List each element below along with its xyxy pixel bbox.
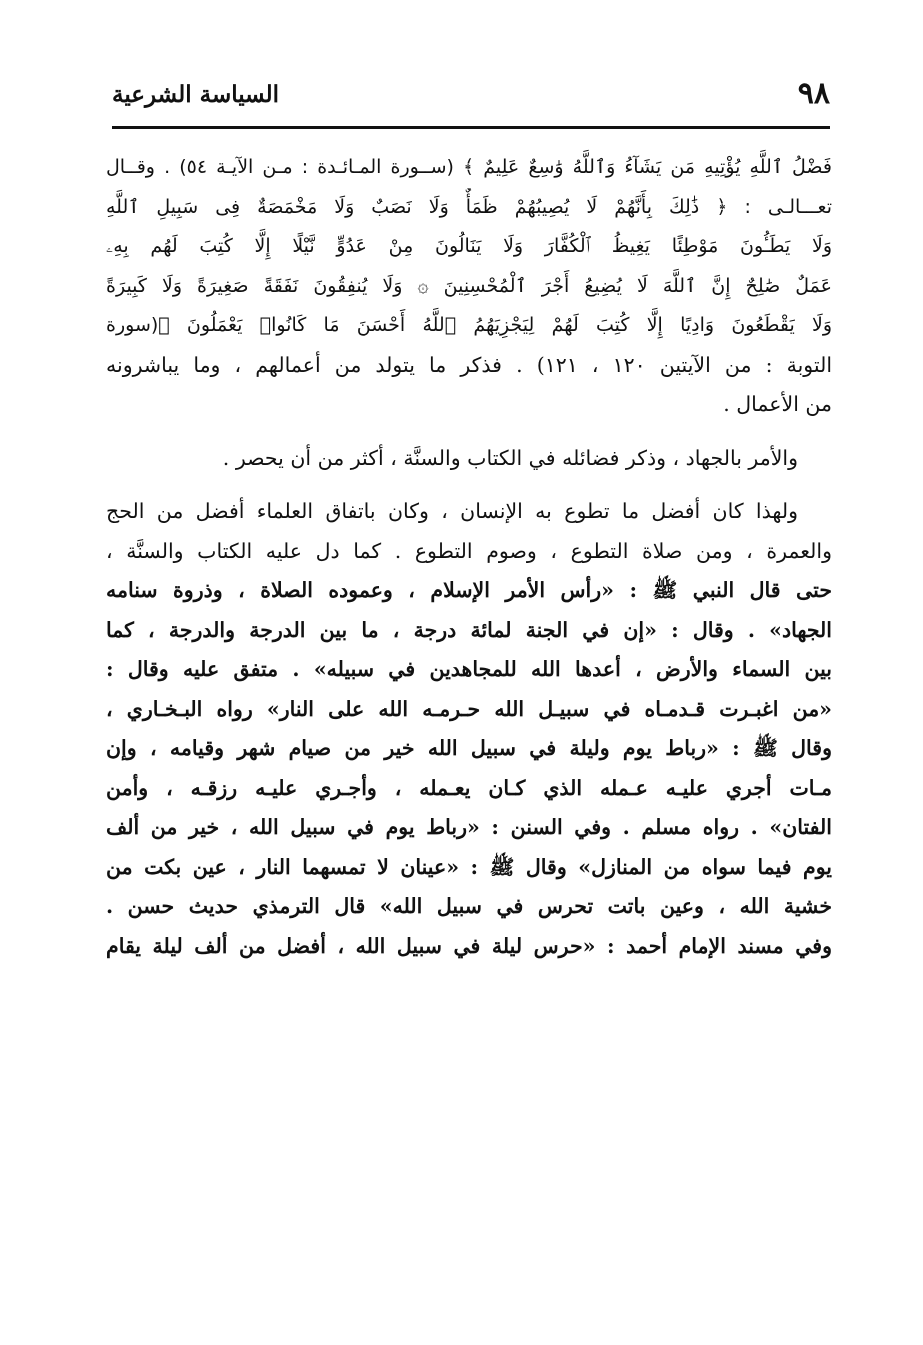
paragraph-gap <box>106 478 832 492</box>
text-line: وقال ﷺ : «رباط يوم وليلة في سبيل الله خير من صيام شهر وقيامه ، وإن <box>106 736 832 760</box>
text-line: والعمرة ، ومن صلاة التطوع ، وصوم التطوع . كما دل عليه الكتاب والسنَّة ، <box>106 538 832 563</box>
text-line: الجهاد» . وقال : «إن في الجنة لمائة درجة ، ما بين الدرجة والدرجة ، كما <box>106 617 832 642</box>
running-title: السياسة الشرعية <box>112 81 280 108</box>
text-line: «من اغبـرت قـدمـاه في سبيـل الله حـرمـه الله على النار» رواه البـخـاري ، <box>106 696 832 721</box>
page-number: ٩٨ <box>797 76 830 111</box>
body-text <box>106 148 832 966</box>
text-line: الفتان» . رواه مسلم . وفي السنن : «رباط يوم في سبيل الله ، خير من ألف <box>106 815 832 839</box>
page-header <box>112 72 830 122</box>
text-line: خشية الله ، وعين باتت تحرس في سبيل الله» قال الترمذي حديث حسن . <box>106 894 832 918</box>
text-line: بين السماء والأرض ، أعدها الله للمجاهدين في سبيله» . متفق عليه وقال : <box>106 657 832 681</box>
text-line: وفي مسند الإمام أحمد : «حرس ليلة في سبيل الله ، أفضل من ألف ليلة يقام <box>106 933 832 958</box>
text-line: فَضْلُ ٱللَّهِ يُؤْتِيهِ مَن يَشَآءُ وَٱللَّهُ وَٰسِعٌ عَلِيمٌ ﴾ (ســورة المـائـدة : مـن الآيـة ٥٤) . وقــال <box>106 156 832 178</box>
text-line: وَلَا يَطَـُٔونَ مَوْطِئًا يَغِيظُ ٱلْكُفَّارَ وَلَا يَنَالُونَ مِنْ عَدُوٍّ نَّيْلًا إِلَّا كُتِبَ لَهُم بِهِۦ <box>106 235 832 257</box>
text-line: والأمر بالجهاد ، وذكر فضائله في الكتاب والسنَّة ، أكثر من أن يحصر . <box>222 445 798 470</box>
text-line: حتى قال النبي ﷺ : «رأس الأمر الإسلام ، وعموده الصلاة ، وذروة سنامه <box>106 578 832 602</box>
text-line: يوم فيما سواه من المنازل» وقال ﷺ : «عينان لا تمسهما النار ، عين بكت من <box>106 854 832 879</box>
text-line: تعـــالـى : ﴿ ذَٰلِكَ بِأَنَّهُمْ لَا يُصِيبُهُمْ ظَمَأٌ وَلَا نَصَبٌ وَلَا مَخْمَصَةٌ فِى سَبِيلِ ٱللَّهِ <box>106 195 832 218</box>
text-line: مـات أجري عليـه عـمله الذي كـان يعـمله ، وأجـري عليـه رزقـه ، وأمن <box>106 775 832 800</box>
paragraph-gap <box>106 425 832 439</box>
text-line: عَمَلٌ صَٰلِحٌ إِنَّ ٱللَّهَ لَا يُضِيعُ أَجْرَ ٱلْمُحْسِنِينَ ۞ وَلَا يُنفِقُونَ نَفَقَةً صَغِيرَةً وَلَا كَبِيرَةً <box>106 274 832 297</box>
text-line: التوبة : من الآيتين ١٢٠ ، ١٢١) . فذكر ما يتولد من أعمالهم ، وما يباشرونه <box>106 352 832 377</box>
header-rule <box>112 126 830 129</box>
text-line: ولهذا كان أفضل ما تطوع به الإنسان ، وكان باتفاق العلماء أفضل من الحج <box>106 499 798 523</box>
text-line: وَلَا يَقْطَعُونَ وَادِيًا إِلَّا كُتِبَ لَهُمْ لِيَجْزِيَهُمُ ٱللَّهُ أَحْسَنَ مَا كَانُوا۟ يَعْمَلُونَ ﴾(سورة <box>106 314 832 336</box>
text-line: من الأعمال . <box>723 392 832 416</box>
